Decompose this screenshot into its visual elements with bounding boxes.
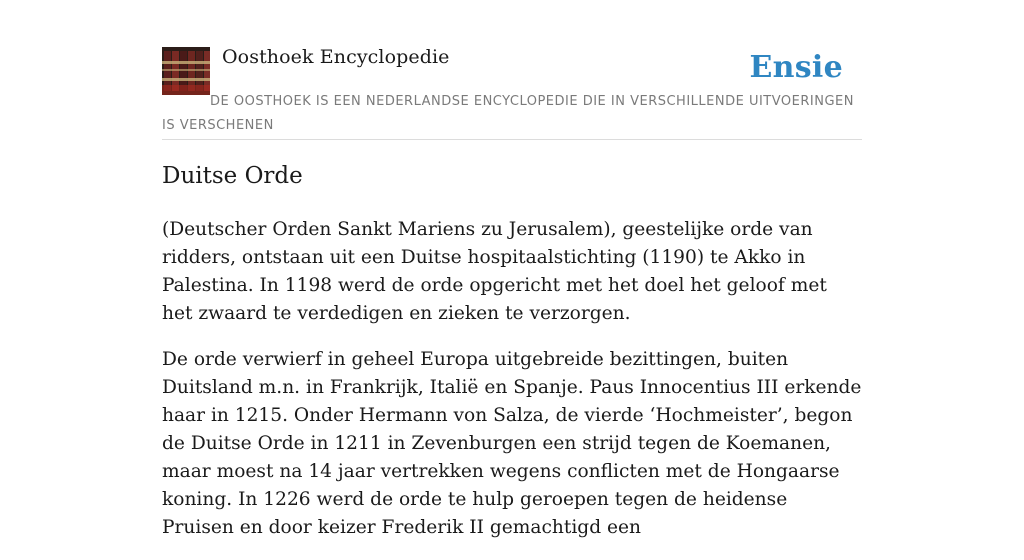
article-body <box>162 216 862 560</box>
article-paragraph: (Deutscher Orden Sankt Mariens zu Jerusalem), geestelijke orde van ridders, ontstaan uit een Duitse hospitaalstichting (1190) te Akko in Palestina. In 1198 werd de orde opgericht met het doel het geloof met het zwaard te verdedigen en zieken te verzorgen. <box>162 219 827 324</box>
article-paragraph: De orde verwierf in geheel Europa uitgebreide bezittingen, buiten Duitsland m.n. in Frankrijk, Italië en Spanje. Paus Innocentius III erkende haar in 1215. Onder Hermann von Salza, de vierde ‘Hochmeister’, begon de Duitse Orde in 1211 in Zevenburgen een strijd tegen de Koemanen, maar moest na 14 jaar vertrekken wegens conflicten met de Hongaarse koning. In 1226 werd de orde te hulp geroepen tegen de heidense Pruisen en door keizer Frederik II gemachtigd een <box>162 349 862 538</box>
article-title: Duitse Orde <box>162 163 303 189</box>
site-name[interactable]: Oosthoek Encyclopedie <box>222 46 450 68</box>
brand-logo[interactable]: Ensie <box>749 50 843 85</box>
header-divider <box>162 139 862 140</box>
site-tagline: DE OOSTHOEK IS EEN NEDERLANDSE ENCYCLOPEDIE DIE IN VERSCHILLENDE UITVOERINGEN IS VERSCHENEN <box>162 94 854 133</box>
encyclopedia-books-icon[interactable] <box>162 47 210 95</box>
